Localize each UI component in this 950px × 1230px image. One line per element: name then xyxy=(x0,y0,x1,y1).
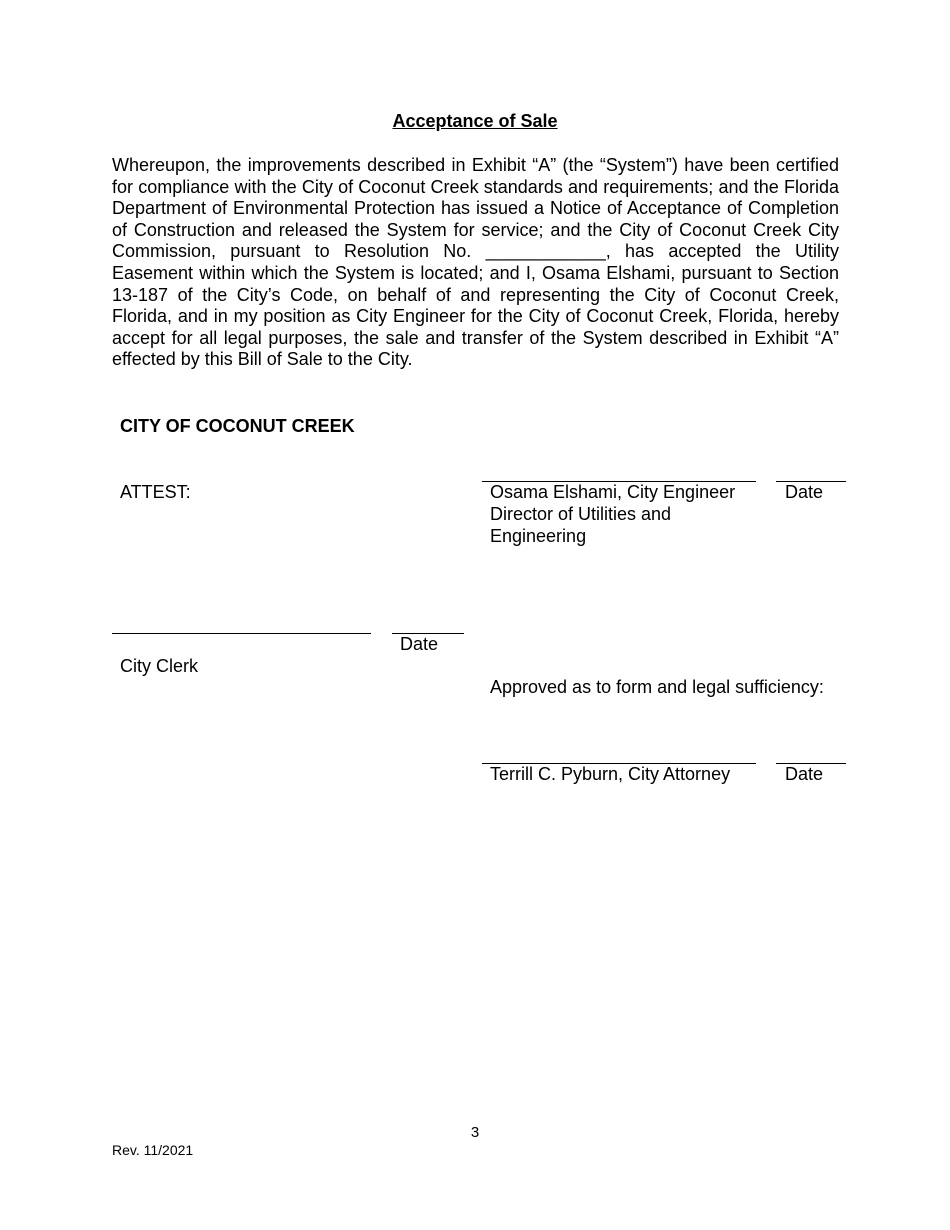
acceptance-paragraph: Whereupon, the improvements described in Exhibit “A” (the “System”) have been certified for compliance with the City of Coconut Creek standards and requirements; and the Florida Department of Environmental Protection has issued a Notice of Acceptance of Completion of Construction and released the System for service; and the City of Coconut Creek City Commission, pursuant to Resolution No. ____________, has accepted the Utility Easement within which the System is located; and I, Osama Elshami, pursuant to Section 13-187 of the City’s Code, on behalf of and representing the City of Coconut Creek, Florida, and in my position as City Engineer for the City of Coconut Creek, Florida, hereby accept for all legal purposes, the sale and transfer of the System described in Exhibit “A” effected by this Bill of Sale to the City. xyxy=(112,155,839,370)
engineer-name: Osama Elshami, City Engineer xyxy=(490,482,736,502)
document-title: Acceptance of Sale xyxy=(392,111,558,131)
engineer-title-line2: Engineering xyxy=(490,526,587,546)
approval-text: Approved as to form and legal sufficiency: xyxy=(490,677,824,697)
attest-label: ATTEST: xyxy=(120,482,191,502)
page-number: 3 xyxy=(470,1124,480,1141)
attorney-date-label: Date xyxy=(785,764,824,784)
engineer-date-label: Date xyxy=(785,482,824,502)
city-clerk-label: City Clerk xyxy=(120,656,199,676)
attorney-name: Terrill C. Pyburn, City Attorney xyxy=(490,764,731,784)
engineer-title-line1: Director of Utilities and xyxy=(490,504,672,524)
clerk-date-label: Date xyxy=(400,634,439,654)
revision-label: Rev. 11/2021 xyxy=(112,1142,194,1158)
city-heading: CITY OF COCONUT CREEK xyxy=(120,416,355,436)
clerk-signature-line xyxy=(112,633,371,634)
